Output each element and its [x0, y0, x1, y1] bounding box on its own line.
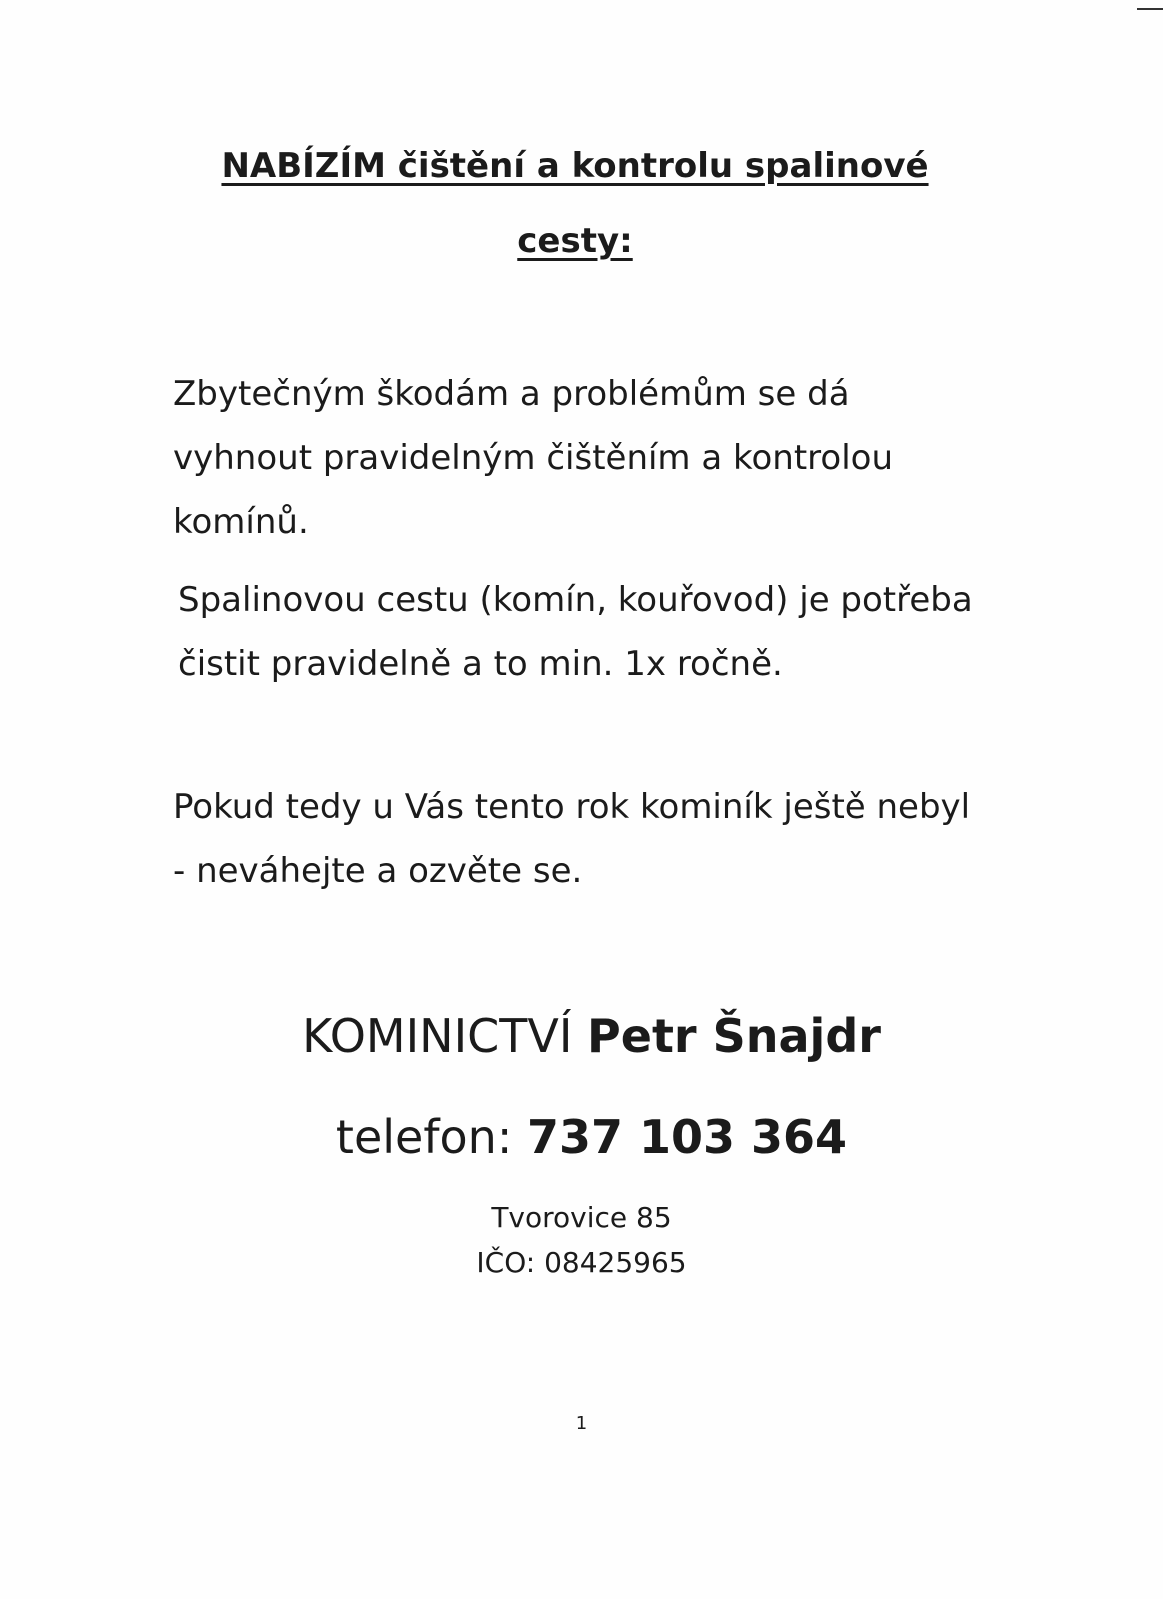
- paragraph-intro: Zbytečným škodám a problémům se dá vyhnout pravidelným čištěním a kontrolou komínů.: [173, 374, 893, 542]
- company-owner-name: Petr Šnajdr: [587, 1009, 881, 1063]
- heading-line-2: cesty:: [517, 221, 633, 261]
- company-prefix: KOMINICTVÍ: [302, 1009, 573, 1063]
- phone-line: [10, 1107, 1163, 1167]
- phone-number: 737 103 364: [526, 1110, 848, 1164]
- company-id: IČO: 08425965: [476, 1246, 687, 1279]
- address: Tvorovice 85: [491, 1201, 672, 1234]
- page-number: 1: [575, 1413, 588, 1434]
- heading-line-1: NABÍZÍM čištění a kontrolu spalinové: [221, 146, 929, 186]
- paragraph-contact-call: Pokud tedy u Vás tento rok kominík ještě nebyl - neváhejte a ozvěte se.: [173, 787, 971, 891]
- company-line: [10, 1006, 1163, 1066]
- paragraph-chimney-cleaning: Spalinovou cestu (komín, kouřovod) je potřeba čistit pravidelně a to min. 1x ročně.: [178, 580, 973, 684]
- phone-label: telefon:: [335, 1110, 513, 1164]
- scan-edge-mark: [1137, 8, 1163, 10]
